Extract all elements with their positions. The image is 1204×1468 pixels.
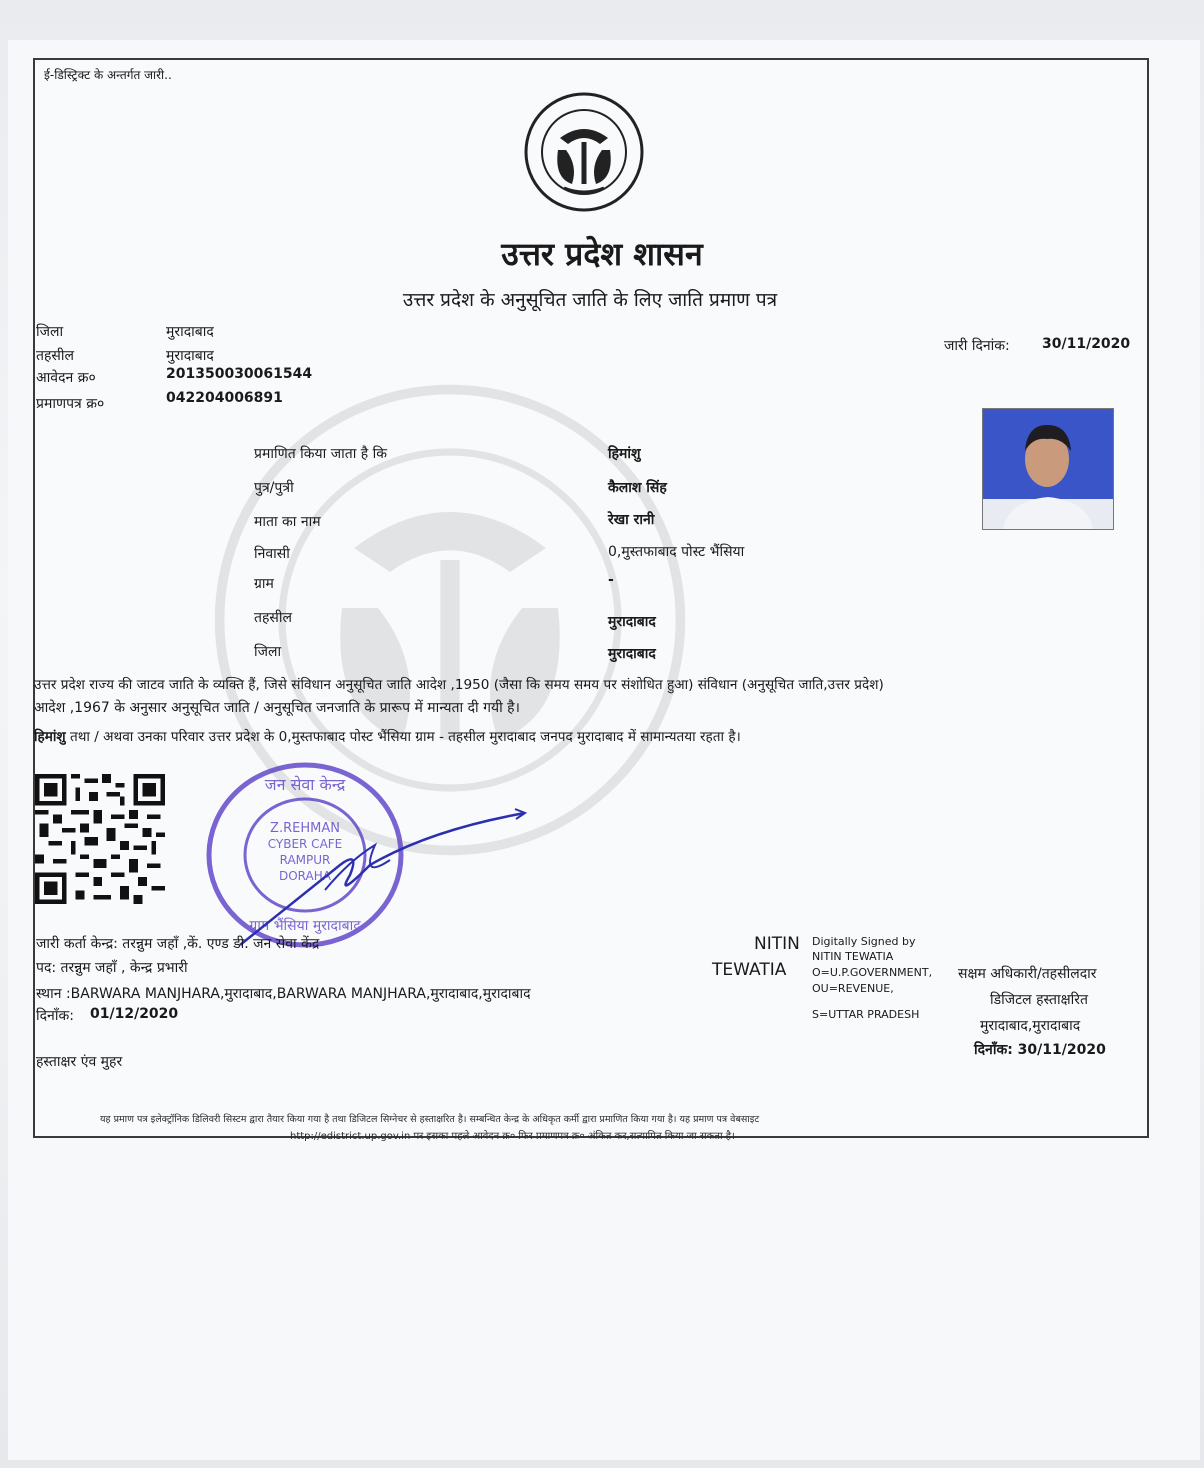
digital-org-unit: OU=REVENUE, <box>812 982 894 995</box>
government-title: उत्तर प्रदेश शासन <box>501 235 703 273</box>
district-label: जिला <box>36 324 64 340</box>
stamp-text-mid4: DORAHA <box>279 869 331 883</box>
detail-value-mother: रेखा रानी <box>608 512 655 528</box>
qr-code-icon[interactable] <box>35 772 165 906</box>
issuer-date-label: दिनाँक: <box>36 1008 74 1024</box>
detail-value-district: मुरादाबाद <box>608 646 656 662</box>
detail-value-parent: कैलाश सिंह <box>608 480 667 496</box>
signer-name-line2: TEWATIA <box>712 960 787 980</box>
stamp-text-bottom: ग्राम भैंसिया मुरादाबाद <box>249 918 361 934</box>
digitally-signed-by: Digitally Signed by <box>812 935 916 948</box>
handwritten-signature <box>230 805 530 955</box>
issuer-date-value: 01/12/2020 <box>90 1006 179 1022</box>
district-value: मुरादाबाद <box>166 324 214 340</box>
stamp-text-mid3: RAMPUR <box>279 853 331 867</box>
applicant-photo <box>982 408 1114 530</box>
resident-name: हिमांशु <box>34 729 66 745</box>
digital-signer: NITIN TEWATIA <box>812 950 894 963</box>
stamp-text-mid2: CYBER CAFE <box>267 837 343 851</box>
detail-value-name: हिमांशु <box>608 446 641 462</box>
detail-label-resident: निवासी <box>254 546 290 562</box>
signing-date: दिनाँक: 30/11/2020 <box>974 1042 1106 1058</box>
detail-label-mother: माता का नाम <box>254 514 321 530</box>
caste-statement-line1: उत्तर प्रदेश राज्य की जाटव जाति के व्यक्ति हैं, जिसे संविधान अनुसूचित जाति आदेश ,1950 (जैसा कि समय समय पर संशोधित हुआ) संविधान (अनुसूचित जाति,उत्तर प्रदेश) <box>34 677 884 693</box>
signing-place: मुरादाबाद,मुरादाबाद <box>980 1018 1081 1034</box>
footer-note-line1: यह प्रमाण पत्र इलेक्ट्रॉनिक डिलिवरी सिस्टम द्वारा तैयार किया गया है तथा डिजिटल सिग्नेचर से हस्ताक्षरित है। सम्बन्धित केन्द्र के अधिकृत कर्मी द्वारा प्रमाणित किया गया है। यह प्रमाण पत्र वेबसाइट <box>100 1114 760 1125</box>
detail-label-district: जिला <box>254 644 282 660</box>
digital-state: S=UTTAR PRADESH <box>812 1008 920 1021</box>
signer-name-line1: NITIN <box>754 934 800 954</box>
detail-label-certified: प्रमाणित किया जाता है कि <box>254 446 388 462</box>
detail-value-tehsil: मुरादाबाद <box>608 614 656 630</box>
document-title: उत्तर प्रदेश के अनुसूचित जाति के लिए जाति प्रमाण पत्र <box>402 289 778 311</box>
issuing-center: जारी कर्ता केन्द्र: तरन्नुम जहाँ ,कें. एण्ड डी. जन सेवा केंद्र <box>36 936 320 952</box>
caste-statement-line2: आदेश ,1967 के अनुसार अनुसूचित जाति / अनुसूचित जनजाति के प्रारूप में मान्यता दी गयी है। <box>34 700 520 716</box>
residence-statement: तथा / अथवा उनका परिवार उत्तर प्रदेश के 0,मुस्तफाबाद पोस्ट भैंसिया ग्राम - तहसील मुरादाबाद जनपद मुरादाबाद में सामान्यतया रहता है। <box>65 729 741 745</box>
issue-place: स्थान :BARWARA MANJHARA,मुरादाबाद,BARWARA MANJHARA,मुरादाबाद,मुरादाबाद <box>36 986 531 1002</box>
digital-org: O=U.P.GOVERNMENT, <box>812 966 933 979</box>
issued-under-text: ई-डिस्ट्रिक्ट के अन्तर्गत जारी.. <box>44 68 172 82</box>
issue-date-value: 30/11/2020 <box>1042 336 1131 352</box>
footer-note-line2: http://edistrict.up.gov.in पर इसका पहले आवेदन क्र० फिर प्रमाणपत्र क्र० अंकित कर,सत्यापित किया जा सकता है। <box>290 1131 735 1142</box>
person-photo-icon <box>983 409 1113 529</box>
sign-and-seal-label: हस्ताक्षर एंव मुहर <box>36 1054 123 1070</box>
up-government-seal-icon <box>524 92 644 212</box>
application-number: 201350030061544 <box>166 366 313 382</box>
digitally-signed-label: डिजिटल हस्ताक्षरित <box>990 992 1088 1008</box>
certificate-number: 042204006891 <box>166 390 283 406</box>
detail-label-tehsil: तहसील <box>254 610 292 626</box>
detail-value-resident: 0,मुस्तफाबाद पोस्ट भैंसिया <box>608 544 745 560</box>
detail-label-parent: पुत्र/पुत्री <box>254 480 294 496</box>
tehsil-label: तहसील <box>36 348 74 364</box>
detail-label-village: ग्राम <box>254 576 274 592</box>
detail-value-village: - <box>608 572 614 588</box>
stamp-text-top: जन सेवा केन्द्र <box>264 775 346 794</box>
issue-date-label: जारी दिनांक: <box>944 338 1010 354</box>
stamp-text-mid1: Z.REHMAN <box>270 821 340 836</box>
application-label: आवेदन क्र० <box>36 370 96 386</box>
tehsil-value: मुरादाबाद <box>166 348 214 364</box>
certificate-label: प्रमाणपत्र क्र० <box>36 396 105 412</box>
signing-officer: सक्षम अधिकारी/तहसीलदार <box>958 966 1097 982</box>
issuer-post: पद: तरन्नुम जहाँ , केन्द्र प्रभारी <box>36 960 188 976</box>
